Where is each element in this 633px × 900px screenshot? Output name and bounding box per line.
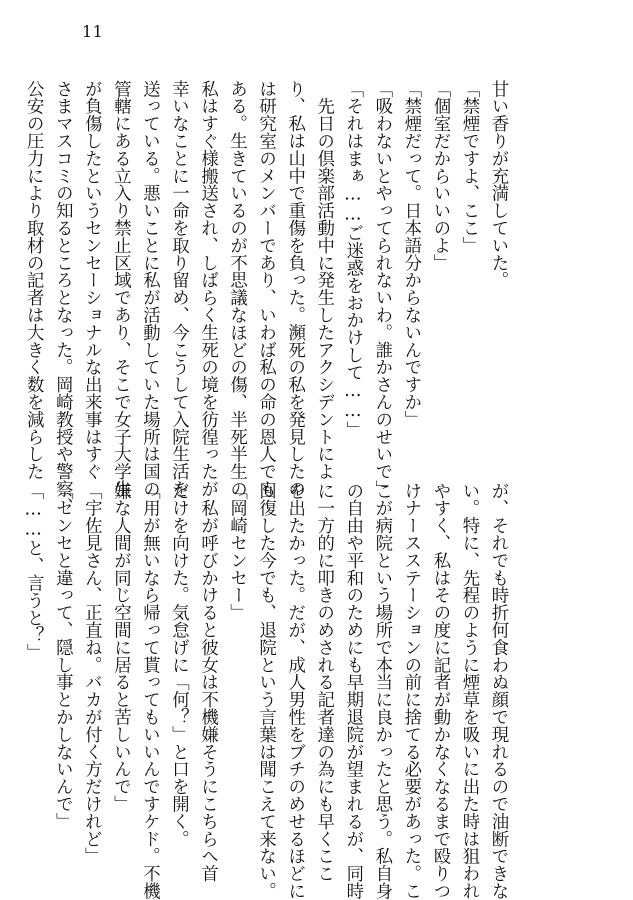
- text-column: が、それでも時折何食わぬ顔で現れるので油断できな: [488, 482, 508, 900]
- text-column: 「吸わないとやってられないわ。誰かさんのせいで」: [371, 80, 392, 498]
- text-column: を出たかった。だが、成人男性をブチのめせるほどに: [284, 482, 305, 900]
- text-column: 私はすぐ様搬送され、しばらく生死の境を彷徨ったが: [197, 80, 218, 498]
- text-column: こが病院という場所で本当に良かったと思う。私自身: [371, 482, 392, 900]
- text-column: 回復した今でも、退院という言葉は聞こえて来ない。: [255, 482, 276, 900]
- text-column: 「禁煙だって。日本語分からないんですか」: [400, 80, 421, 428]
- text-column: 送っている。悪いことに私が活動していた場所は国の: [139, 80, 160, 498]
- text-column: 「センセと違って、隠し事とかしないんで」: [52, 482, 73, 830]
- bottom-text-block: [23, 482, 512, 900]
- text-column: 「禁煙ですよ、ここ」: [458, 80, 479, 254]
- text-column: 私が呼びかけると彼女は不機嫌そうにこちらへ首: [197, 482, 218, 883]
- text-column: 「それはまぁ……ご迷惑をおかけして……」: [342, 80, 363, 439]
- text-column: 「……と、言うと？」: [23, 482, 44, 662]
- text-column: が負傷したというセンセーショナルな出来事はすぐ: [81, 80, 102, 481]
- top-text-block: [23, 80, 512, 515]
- text-column: 「用が無いなら帰って貰ってもいいんですケド。不機: [139, 482, 160, 900]
- text-column: に一方的に叩きのめされる記者達の為にも早くここ: [313, 482, 334, 883]
- text-column: り、私は山中で重傷を負った。瀕死の私を発見したの: [284, 80, 305, 498]
- text-column: の自由や平和のためにも早期退院が望まれるが、同時: [342, 482, 363, 900]
- text-column: 「岡崎センセー」: [226, 482, 247, 622]
- text-column: 甘い香りが充満していた。: [488, 80, 508, 289]
- text-column: だけを向けた。気怠げに「何？」と口を開く。: [168, 482, 189, 848]
- text-column: 嫌な人間が同じ空間に居ると苦しいんで」: [110, 482, 131, 813]
- text-column: い。特に、先程のように煙草を吸いに出た時は狙われ: [458, 482, 479, 900]
- text-column: けナースステーションの前に捨てる必要があった。こ: [400, 482, 421, 900]
- text-column: 幸いなことに一命を取り留め、今こうして入院生活を: [168, 80, 189, 498]
- page-number: 11: [82, 22, 104, 41]
- text-column: さまマスコミの知るところとなった。岡崎教授や警察、: [52, 80, 73, 515]
- text-column: 先日の倶楽部活動中に発生したアクシデントによ: [313, 80, 334, 481]
- text-column: 「宇佐見さん、正直ね。バカが付く方だけれど」: [81, 482, 102, 865]
- text-column: ある。生きているのが不思議なほどの傷、半死半生の: [226, 80, 247, 498]
- text-column: 「個室だからいいのよ」: [429, 80, 450, 272]
- text-column: 管轄にある立入り禁止区域であり、そこで女子大学生: [110, 80, 131, 498]
- text-column: 公安の圧力により取材の記者は大きく数を減らした: [23, 80, 44, 481]
- text-column: は研究室のメンバーであり、いわば私の命の恩人でも: [255, 80, 276, 498]
- text-column: やすく、私はその度に記者が動かなくなるまで殴りつ: [429, 482, 450, 900]
